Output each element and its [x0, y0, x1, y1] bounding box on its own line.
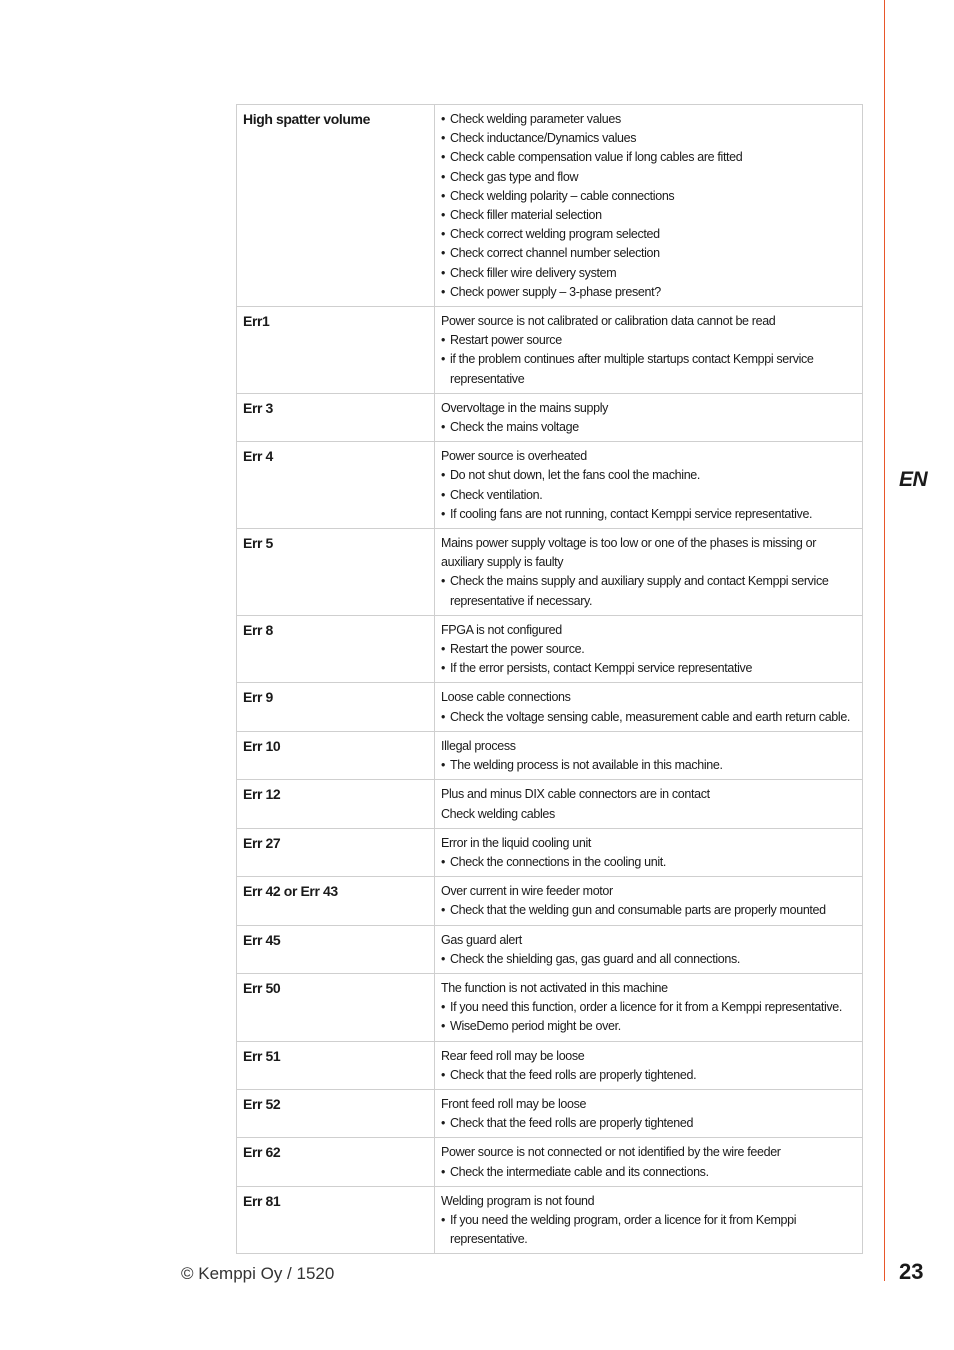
action-bullet: • If you need the welding program, order a licence for it from Kemppi representative.: [441, 1211, 856, 1249]
action-bullet: • Check welding polarity – cable connections: [441, 187, 856, 206]
table-row: [237, 683, 863, 731]
error-description-cell: [435, 105, 863, 307]
action-bullet: • Check welding parameter values: [441, 110, 856, 129]
side-rule: [884, 0, 885, 1281]
table-row: [237, 529, 863, 616]
description-line: Rear feed roll may be loose: [441, 1048, 585, 1063]
error-code-cell: Err 5: [237, 529, 435, 616]
description-line: Power source is overheated: [441, 449, 587, 464]
description-line: Check welding cables: [441, 806, 555, 821]
error-code-cell: Err 8: [237, 615, 435, 683]
description-line: Gas guard alert: [441, 932, 522, 947]
table-row: [237, 1186, 863, 1254]
description-line: Illegal process: [441, 738, 516, 753]
table-row: [237, 925, 863, 973]
action-bullet: • Check that the feed rolls are properly tightened.: [441, 1066, 856, 1085]
action-bullet: • Check gas type and flow: [441, 168, 856, 187]
table-row: [237, 393, 863, 441]
action-bullet: • Check filler material selection: [441, 206, 856, 225]
error-code-cell: Err 10: [237, 731, 435, 779]
error-description-cell: [435, 1041, 863, 1089]
action-bullet: • Check the mains voltage: [441, 418, 856, 437]
table-row: [237, 1089, 863, 1137]
error-code-cell: Err 9: [237, 683, 435, 731]
error-description-cell: [435, 1186, 863, 1254]
error-code-cell: Err 4: [237, 442, 435, 529]
action-bullet: • Check filler wire delivery system: [441, 264, 856, 283]
error-code-cell: Err 27: [237, 828, 435, 876]
error-description-cell: [435, 780, 863, 828]
action-bullet: • The welding process is not available in this machine.: [441, 756, 856, 775]
action-bullet: • Check ventilation.: [441, 486, 856, 505]
description-line: Overvoltage in the mains supply: [441, 400, 609, 415]
description-line: Welding program is not found: [441, 1193, 595, 1208]
error-description-cell: [435, 683, 863, 731]
error-description-cell: [435, 731, 863, 779]
action-bullet: • Check correct channel number selection: [441, 244, 856, 263]
description-line: Power source is not connected or not identified by the wire feeder: [441, 1145, 781, 1160]
table-row: [237, 731, 863, 779]
table-row: [237, 1138, 863, 1186]
action-bullet: • Restart the power source.: [441, 640, 856, 659]
action-bullet: • Check that the welding gun and consumable parts are properly mounted: [441, 901, 856, 920]
action-bullet: • If the error persists, contact Kemppi service representative: [441, 659, 856, 678]
action-bullet: • Check inductance/Dynamics values: [441, 129, 856, 148]
action-bullet: • If cooling fans are not running, contact Kemppi service representative.: [441, 505, 856, 524]
error-description-cell: [435, 393, 863, 441]
description-line: Front feed roll may be loose: [441, 1096, 587, 1111]
action-bullet: • Check that the feed rolls are properly tightened: [441, 1114, 856, 1133]
error-description-cell: [435, 1138, 863, 1186]
table-row: [237, 1041, 863, 1089]
error-code-cell: Err 52: [237, 1089, 435, 1137]
error-description-cell: [435, 877, 863, 925]
description-line: Loose cable connections: [441, 690, 571, 705]
error-description-cell: [435, 925, 863, 973]
language-tab: EN: [899, 468, 928, 491]
action-bullet: • Check cable compensation value if long cables are fitted: [441, 148, 856, 167]
description-line: Error in the liquid cooling unit: [441, 835, 592, 850]
table-row: [237, 877, 863, 925]
action-bullet: • Check the shielding gas, gas guard and all connections.: [441, 950, 856, 969]
error-code-cell: Err 3: [237, 393, 435, 441]
page-number: 23: [899, 1259, 924, 1284]
error-description-cell: [435, 615, 863, 683]
error-code-cell: Err 45: [237, 925, 435, 973]
description-line: The function is not activated in this machine: [441, 980, 668, 995]
action-bullet: • If you need this function, order a licence for it from a Kemppi representative.: [441, 998, 856, 1017]
table-row: [237, 828, 863, 876]
action-bullet: • Check power supply – 3-phase present?: [441, 283, 856, 302]
error-description-cell: [435, 973, 863, 1041]
error-code-cell: Err 50: [237, 973, 435, 1041]
error-code-cell: Err 62: [237, 1138, 435, 1186]
error-code-cell: Err 81: [237, 1186, 435, 1254]
error-code-cell: Err 12: [237, 780, 435, 828]
action-bullet: • WiseDemo period might be over.: [441, 1017, 856, 1036]
footer-copyright: © Kemppi Oy / 1520: [181, 1264, 335, 1283]
action-bullet: • Check the mains supply and auxiliary supply and contact Kemppi service representative if necessary.: [441, 572, 856, 610]
error-code-cell: Err 42 or Err 43: [237, 877, 435, 925]
error-code-table: [236, 104, 863, 1254]
description-line: Plus and minus DIX cable connectors are in contact: [441, 787, 710, 802]
action-bullet: • Check the connections in the cooling unit.: [441, 853, 856, 872]
table-row: [237, 307, 863, 394]
table-row: [237, 780, 863, 828]
action-bullet: • if the problem continues after multiple startups contact Kemppi service representative: [441, 350, 856, 388]
error-description-cell: [435, 828, 863, 876]
action-bullet: • Restart power source: [441, 331, 856, 350]
error-description-cell: [435, 1089, 863, 1137]
action-bullet: • Do not shut down, let the fans cool the machine.: [441, 466, 856, 485]
error-description-cell: [435, 442, 863, 529]
description-line: Over current in wire feeder motor: [441, 884, 613, 899]
action-bullet: • Check the intermediate cable and its connections.: [441, 1163, 856, 1182]
action-bullet: • Check correct welding program selected: [441, 225, 856, 244]
error-code-cell: High spatter volume: [237, 105, 435, 307]
table-row: [237, 615, 863, 683]
table-row: [237, 105, 863, 307]
error-description-cell: [435, 307, 863, 394]
description-line: FPGA is not configured: [441, 622, 562, 637]
error-code-cell: Err1: [237, 307, 435, 394]
table-row: [237, 973, 863, 1041]
action-bullet: • Check the voltage sensing cable, measurement cable and earth return cable.: [441, 708, 856, 727]
table-row: [237, 442, 863, 529]
table-body: [237, 105, 863, 1254]
description-line: Power source is not calibrated or calibration data cannot be read: [441, 314, 776, 329]
error-code-cell: Err 51: [237, 1041, 435, 1089]
error-description-cell: [435, 529, 863, 616]
description-line: Mains power supply voltage is too low or one of the phases is missing or auxiliary supply is faulty: [441, 536, 817, 570]
